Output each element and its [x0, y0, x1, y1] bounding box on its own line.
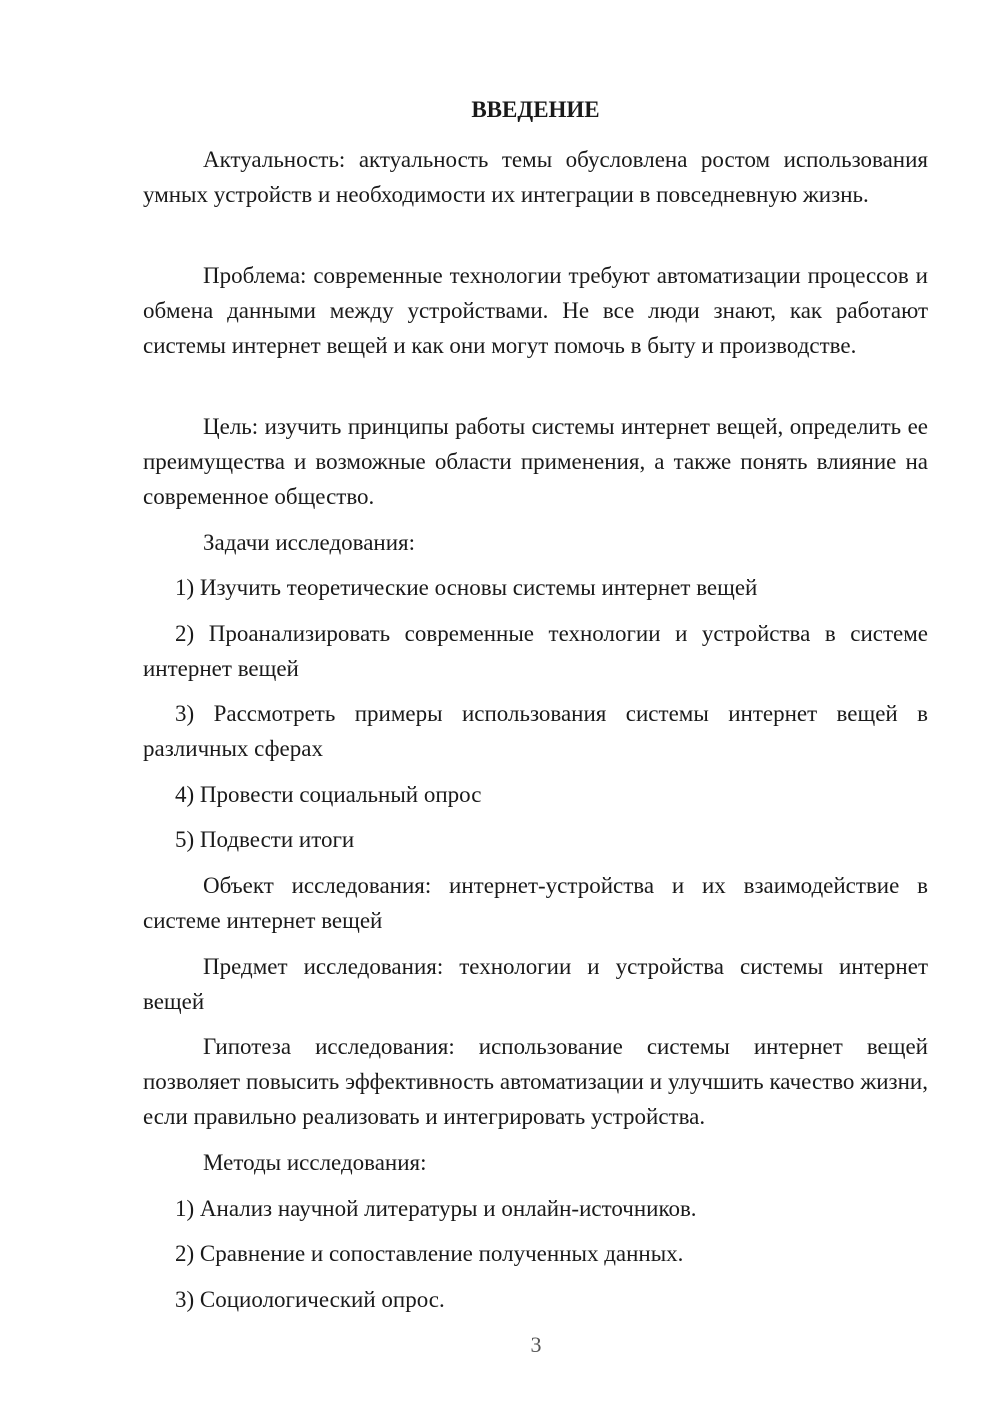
task-item-3: 3) Рассмотреть примеры использования системы интернет вещей в различных сферах [143, 701, 928, 761]
method-item-3: 3) Социологический опрос. [175, 1287, 445, 1312]
task-item-1: 1) Изучить теоретические основы системы интернет вещей [175, 575, 758, 600]
paragraph-relevance: Актуальность: актуальность темы обусловлена ростом использования умных устройств и необходимости их интеграции в повседневную жизнь. [143, 147, 928, 207]
section-heading: ВВЕДЕНИЕ [471, 97, 600, 122]
page-number: 3 [530, 1332, 542, 1357]
task-item-4: 4) Провести социальный опрос [175, 782, 482, 807]
paragraph-goal: Цель: изучить принципы работы системы интернет вещей, определить ее преимущества и возможные области применения, а также понять влияние на современное общество. [143, 414, 928, 509]
paragraph-problem: Проблема: современные технологии требуют автоматизации процессов и обмена данными между устройствами. Не все люди знают, как работают системы интернет вещей и как они могут помочь в быту и производстве. [143, 263, 928, 358]
task-item-5: 5) Подвести итоги [175, 827, 355, 852]
methods-title: Методы исследования: [203, 1150, 427, 1175]
task-item-2: 2) Проанализировать современные технологии и устройства в системе интернет вещей [143, 621, 928, 681]
paragraph-subject: Предмет исследования: технологии и устройства системы интернет вещей [143, 954, 928, 1014]
paragraph-hypothesis: Гипотеза исследования: использование системы интернет вещей позволяет повысить эффективность автоматизации и улучшить качество жизни, если правильно реализовать и интегрировать устройства. [143, 1034, 928, 1129]
tasks-title: Задачи исследования: [203, 530, 416, 555]
method-item-1: 1) Анализ научной литературы и онлайн-источников. [175, 1196, 697, 1221]
paragraph-object: Объект исследования: интернет-устройства и их взаимодействие в системе интернет вещей [143, 873, 928, 933]
method-item-2: 2) Сравнение и сопоставление полученных данных. [175, 1241, 684, 1266]
